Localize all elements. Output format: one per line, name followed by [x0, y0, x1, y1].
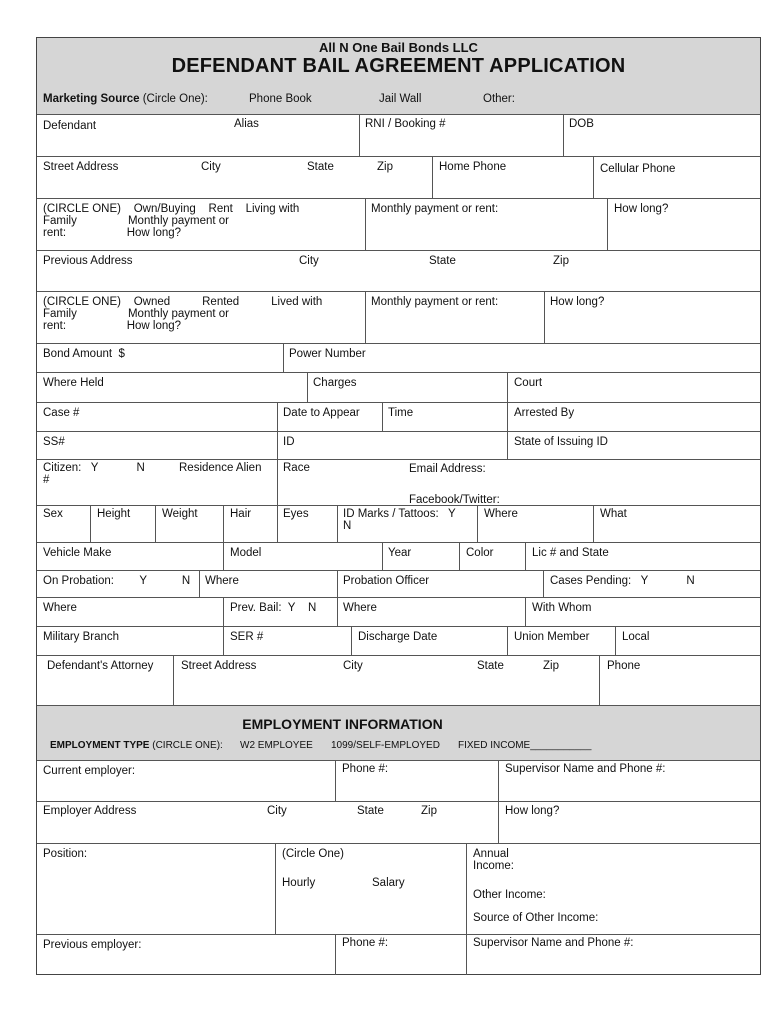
- option-hourly[interactable]: Hourly: [282, 877, 316, 889]
- prev-zip-field[interactable]: Zip: [553, 255, 569, 267]
- defendants-attorney-field[interactable]: Defendant's Attorney: [47, 660, 154, 672]
- date-to-appear-field[interactable]: Date to Appear: [283, 407, 360, 419]
- alias-field[interactable]: Alias: [234, 118, 259, 130]
- street-address-field[interactable]: Street Address: [43, 161, 119, 173]
- bond-amount-field[interactable]: Bond Amount $: [43, 348, 125, 360]
- bail-application-form: [36, 37, 761, 975]
- employer-address-field[interactable]: Employer Address: [43, 805, 137, 817]
- arrested-by-field[interactable]: Arrested By: [514, 407, 575, 419]
- prev-housing-circle-line1[interactable]: (CIRCLE ONE) Owned Rented Lived with: [43, 296, 323, 308]
- id-marks-no[interactable]: N: [343, 520, 352, 532]
- prev-monthly-payment-field[interactable]: Monthly payment or rent:: [371, 296, 499, 308]
- cellular-phone-field[interactable]: Cellular Phone: [600, 163, 676, 175]
- facebook-twitter-field[interactable]: Facebook/Twitter:: [409, 494, 500, 506]
- row-prev-housing: [37, 292, 760, 344]
- form-header: [37, 38, 760, 115]
- row-where-held: [37, 373, 760, 403]
- ser-number-field[interactable]: SER #: [230, 631, 264, 643]
- option-w2-employee[interactable]: W2 EMPLOYEE: [240, 740, 313, 751]
- prev-housing-circle-line2: Family Monthly payment or: [43, 308, 229, 320]
- current-employer-field[interactable]: Current employer:: [43, 765, 136, 777]
- state-field[interactable]: State: [307, 161, 334, 173]
- position-field[interactable]: Position:: [43, 848, 88, 860]
- row-address: [37, 157, 760, 199]
- prev-state-field[interactable]: State: [429, 255, 456, 267]
- row-employer-address: [37, 802, 760, 844]
- row-position: [37, 844, 760, 935]
- prev-bail-field[interactable]: Prev. Bail: Y N: [230, 602, 317, 614]
- annual-income-field[interactable]: Annual: [473, 848, 509, 860]
- other-income-field[interactable]: Other Income:: [473, 889, 546, 901]
- company-name: All N One Bail Bonds LLC: [319, 40, 478, 55]
- home-phone-field[interactable]: Home Phone: [439, 161, 507, 173]
- employer-state-field[interactable]: State: [357, 805, 384, 817]
- marketing-source-label: Marketing Source: [43, 93, 140, 105]
- row-military: [37, 627, 760, 656]
- prev-bail-where-field[interactable]: Where: [343, 602, 377, 614]
- employer-zip-field[interactable]: Zip: [421, 805, 437, 817]
- supervisor-name-phone-field[interactable]: Supervisor Name and Phone #:: [505, 763, 666, 775]
- housing-circle-line1[interactable]: (CIRCLE ONE) Own/Buying Rent Living with: [43, 203, 300, 215]
- prev-housing-circle-line3: rent: How long?: [43, 320, 182, 332]
- source-other-income-field[interactable]: Source of Other Income:: [473, 912, 599, 924]
- zip-field[interactable]: Zip: [377, 161, 393, 173]
- tattoo-what-field[interactable]: What: [600, 508, 627, 520]
- discharge-date-field[interactable]: Discharge Date: [358, 631, 438, 643]
- citizen-field[interactable]: Citizen: Y N: [43, 462, 145, 474]
- form-title: DEFENDANT BAIL AGREEMENT APPLICATION: [171, 55, 626, 77]
- with-whom-field[interactable]: With Whom: [532, 602, 592, 614]
- color-field[interactable]: Color: [466, 547, 494, 559]
- probation-where-field[interactable]: Where: [205, 575, 239, 587]
- model-field[interactable]: Model: [230, 547, 262, 559]
- tattoo-where-field[interactable]: Where: [484, 508, 518, 520]
- race-field[interactable]: Race: [283, 462, 310, 474]
- rni-booking-field[interactable]: RNI / Booking #: [365, 118, 446, 130]
- row-physical: [37, 506, 760, 543]
- row-ss: [37, 432, 760, 460]
- military-branch-field[interactable]: Military Branch: [43, 631, 120, 643]
- prev-city-field[interactable]: City: [299, 255, 319, 267]
- housing-circle-line3: rent: How long?: [43, 227, 182, 239]
- height-field[interactable]: Height: [97, 508, 131, 520]
- license-state-field[interactable]: Lic # and State: [532, 547, 609, 559]
- attorney-street-field[interactable]: Street Address: [181, 660, 257, 672]
- prev-supervisor-field[interactable]: Supervisor Name and Phone #:: [473, 937, 634, 949]
- option-fixed-income[interactable]: FIXED INCOME___________: [458, 740, 592, 751]
- row-current-employer: [37, 761, 760, 802]
- court-field[interactable]: Court: [514, 377, 543, 389]
- id-field[interactable]: ID: [283, 436, 295, 448]
- employment-header: [37, 706, 760, 761]
- previous-employer-field[interactable]: Previous employer:: [43, 939, 142, 951]
- weight-field[interactable]: Weight: [162, 508, 198, 520]
- option-phone-book[interactable]: Phone Book: [249, 93, 312, 105]
- marketing-source-field[interactable]: [43, 93, 208, 105]
- residence-alien-number: #: [43, 474, 50, 486]
- sex-field[interactable]: Sex: [43, 508, 63, 520]
- case-number-field[interactable]: Case #: [43, 407, 80, 419]
- marketing-source-hint: (Circle One):: [142, 93, 208, 105]
- probation-officer-field[interactable]: Probation Officer: [343, 575, 430, 587]
- housing-circle-line2: Family Monthly payment or: [43, 215, 229, 227]
- row-bond: [37, 344, 760, 373]
- option-other[interactable]: Other:: [483, 93, 515, 105]
- row-case: [37, 403, 760, 432]
- row-probation: [37, 571, 760, 598]
- cases-pending-field[interactable]: Cases Pending: Y N: [550, 575, 695, 587]
- power-number-field[interactable]: Power Number: [289, 348, 366, 360]
- employment-type-field[interactable]: [50, 740, 223, 752]
- row-attorney: [37, 656, 760, 706]
- row-defendant: [37, 115, 760, 157]
- row-previous-address: [37, 251, 760, 292]
- previous-address-field[interactable]: Previous Address: [43, 255, 133, 267]
- monthly-payment-field[interactable]: Monthly payment or rent:: [371, 203, 499, 215]
- defendant-field[interactable]: Defendant: [43, 120, 97, 132]
- state-issuing-id-field[interactable]: State of Issuing ID: [514, 436, 608, 448]
- row-housing: [37, 199, 760, 251]
- residence-alien-field[interactable]: Residence Alien: [179, 462, 262, 474]
- ss-number-field[interactable]: SS#: [43, 436, 65, 448]
- id-marks-tattoos-field[interactable]: ID Marks / Tattoos: Y: [343, 508, 456, 520]
- employment-how-long-field[interactable]: How long?: [505, 805, 560, 817]
- attorney-zip-field[interactable]: Zip: [543, 660, 559, 672]
- hair-field[interactable]: Hair: [230, 508, 252, 520]
- charges-field[interactable]: Charges: [313, 377, 357, 389]
- time-field[interactable]: Time: [388, 407, 414, 419]
- option-1099-self-employed[interactable]: 1099/SELF-EMPLOYED: [331, 740, 440, 751]
- employer-city-field[interactable]: City: [267, 805, 287, 817]
- email-address-field[interactable]: Email Address:: [409, 463, 486, 475]
- employment-type-label: EMPLOYMENT TYPE: [50, 740, 150, 751]
- dob-field[interactable]: DOB: [569, 118, 594, 130]
- prev-employer-phone-field[interactable]: Phone #:: [342, 937, 389, 949]
- on-probation-field[interactable]: On Probation: Y N: [43, 575, 191, 587]
- vehicle-make-field[interactable]: Vehicle Make: [43, 547, 112, 559]
- attorney-phone-field[interactable]: Phone: [607, 660, 641, 672]
- city-field[interactable]: City: [201, 161, 221, 173]
- eyes-field[interactable]: Eyes: [283, 508, 309, 520]
- row-citizen: [37, 460, 760, 506]
- employer-phone-field[interactable]: Phone #:: [342, 763, 389, 775]
- option-salary[interactable]: Salary: [372, 877, 405, 889]
- option-jail-wall[interactable]: Jail Wall: [379, 93, 422, 105]
- how-long-field[interactable]: How long?: [614, 203, 669, 215]
- row-vehicle: [37, 543, 760, 571]
- pay-type-circle-label: (Circle One): [282, 848, 344, 860]
- prev-how-long-field[interactable]: How long?: [550, 296, 605, 308]
- employment-title: EMPLOYMENT INFORMATION: [242, 716, 443, 732]
- attorney-city-field[interactable]: City: [343, 660, 363, 672]
- employment-type-hint: (CIRCLE ONE):: [152, 740, 223, 751]
- row-previous-employer: [37, 935, 760, 975]
- year-field[interactable]: Year: [388, 547, 412, 559]
- local-field[interactable]: Local: [622, 631, 650, 643]
- attorney-state-field[interactable]: State: [477, 660, 504, 672]
- where-field[interactable]: Where: [43, 602, 77, 614]
- row-prev-bail: [37, 598, 760, 627]
- union-member-field[interactable]: Union Member: [514, 631, 590, 643]
- where-held-field[interactable]: Where Held: [43, 377, 104, 389]
- annual-income-label-2: Income:: [473, 860, 514, 872]
